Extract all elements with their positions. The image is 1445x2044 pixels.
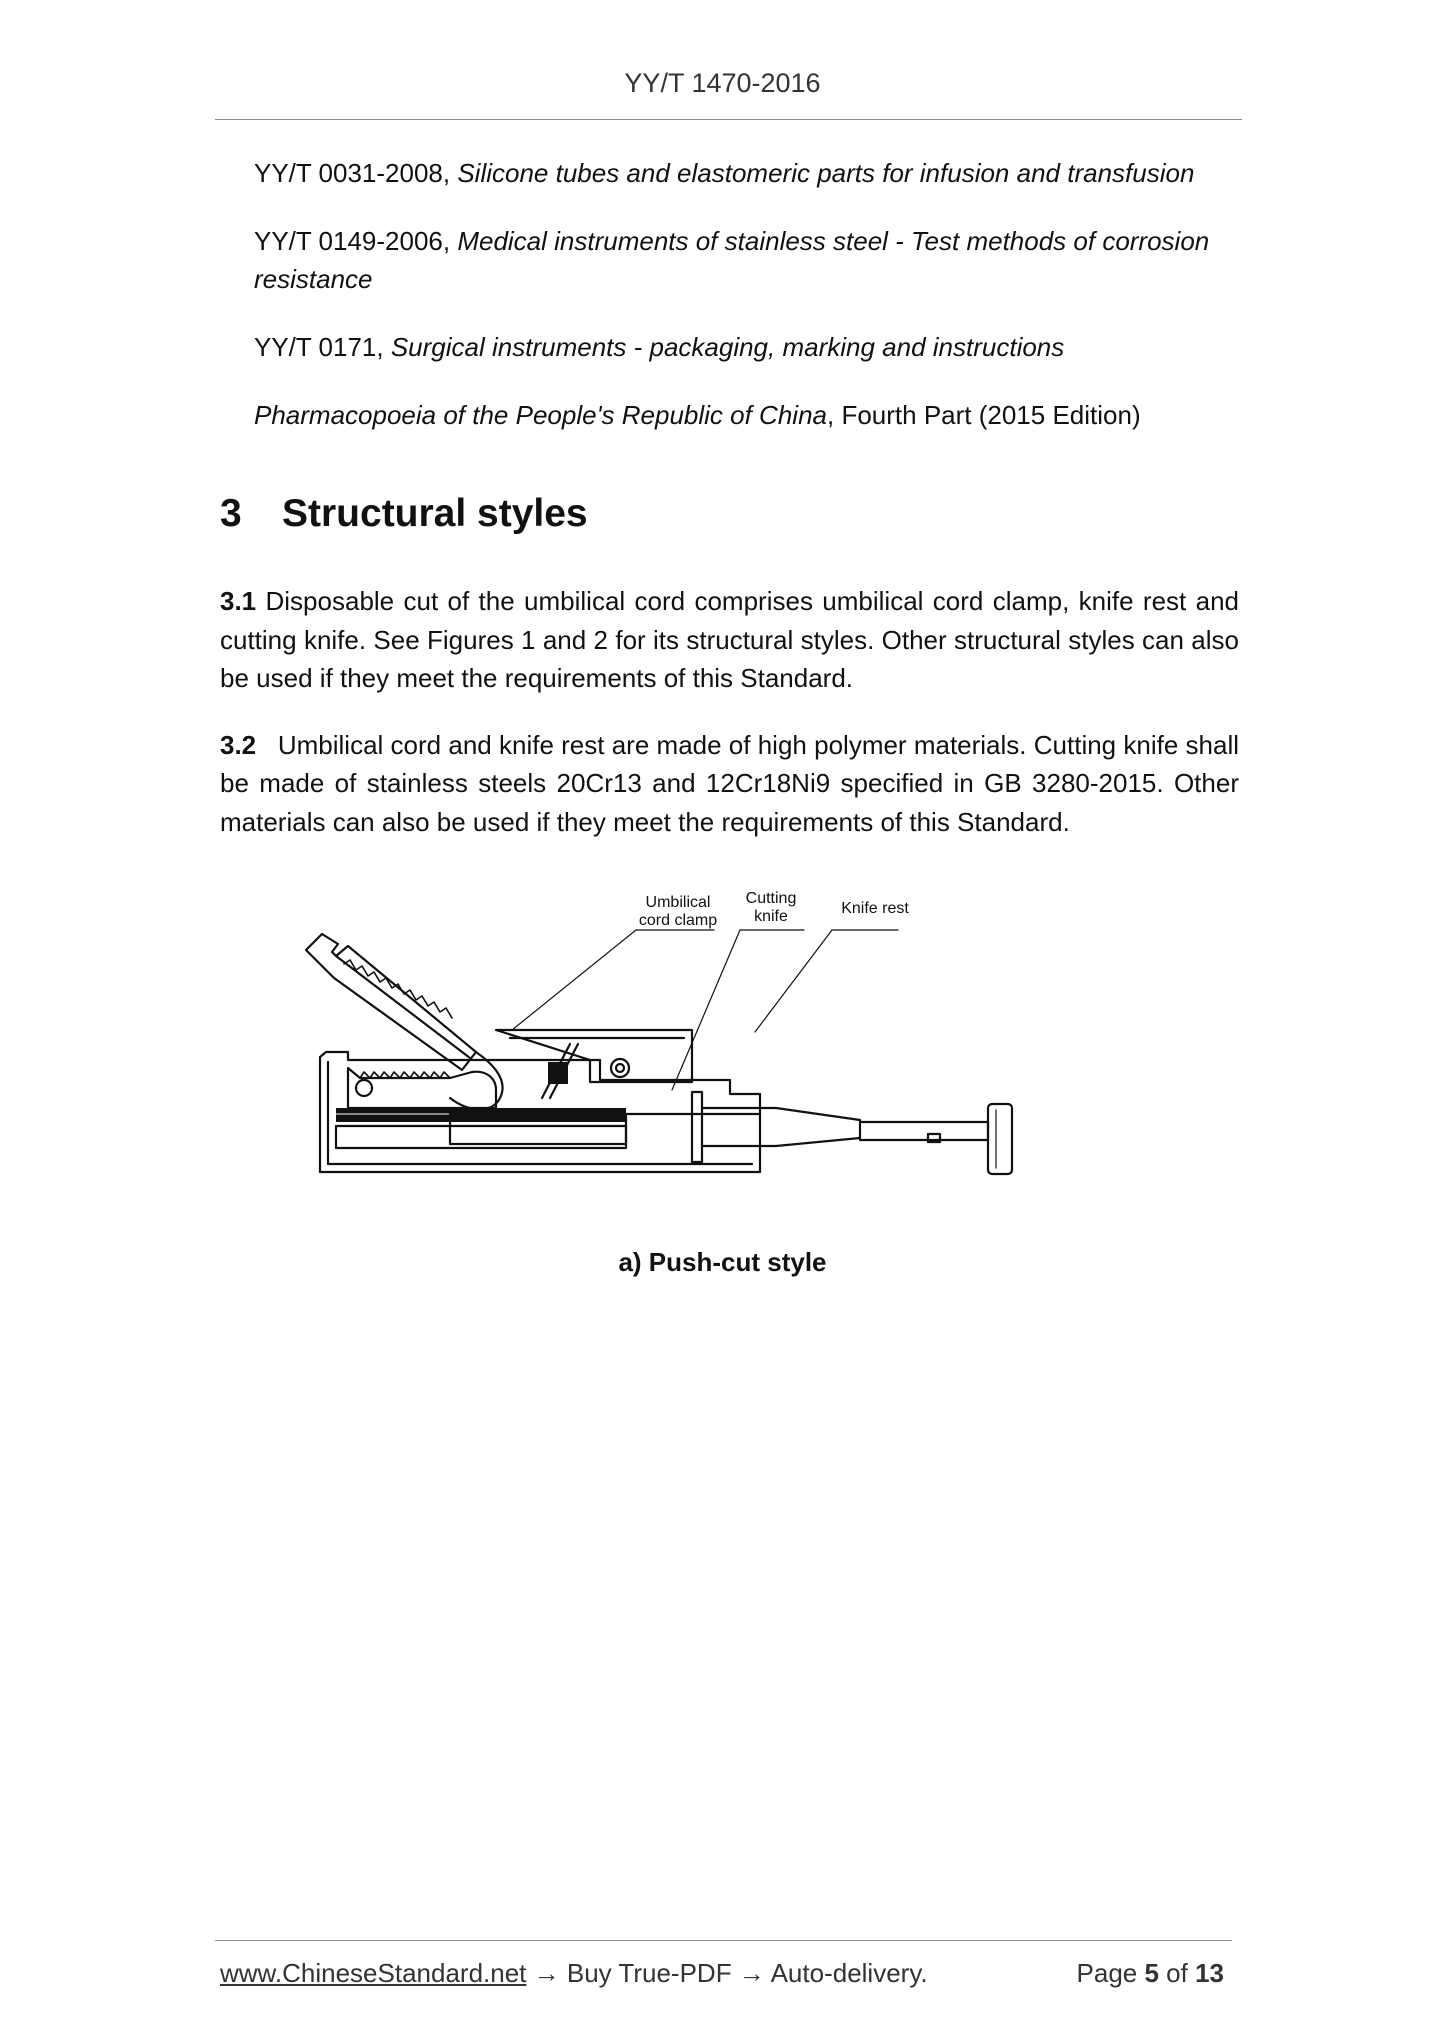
umbilical-cord-cutter-figure bbox=[300, 882, 1160, 1222]
reference-code: YY/T 0171, bbox=[254, 332, 391, 362]
website-link[interactable]: www.ChineseStandard.net bbox=[220, 1958, 527, 1988]
clause-text: Disposable cut of the umbilical cord comprises umbilical cord clamp, knife rest and cutting knife. See Figures 1 and 2 for its structural styles. Other structural styles can also be used if they meet the requirements of this Standard. bbox=[220, 586, 1239, 693]
figure-caption: a) Push-cut style bbox=[618, 1247, 827, 1277]
base-body bbox=[320, 1052, 760, 1172]
reference-title: Pharmacopoeia of the People's Republic of China bbox=[254, 400, 827, 430]
page-counter bbox=[1077, 1958, 1224, 1989]
clause-3-1 bbox=[220, 582, 1239, 698]
section-heading bbox=[220, 492, 588, 536]
page-footer bbox=[220, 1958, 1232, 1989]
label-knife-line1: Cutting bbox=[745, 890, 797, 907]
reference-item bbox=[254, 396, 1239, 434]
arrow-icon: → bbox=[738, 1958, 765, 1988]
page-total: 13 bbox=[1195, 1958, 1224, 1988]
reference-title: Surgical instruments - packaging, marking and instructions bbox=[390, 332, 1065, 362]
clause-number: 3.1 bbox=[220, 586, 257, 616]
reference-item bbox=[254, 154, 1239, 192]
reference-title: Medical instruments of stainless steel - Test methods of corrosion resistance bbox=[254, 226, 1210, 294]
label-clamp-line2: cord clamp bbox=[638, 912, 718, 929]
label-knife-rest: Knife rest bbox=[841, 900, 909, 917]
header-divider bbox=[215, 119, 1242, 120]
device-drawing bbox=[300, 882, 1160, 1222]
push-rod bbox=[692, 1092, 1012, 1174]
clause-number: 3.2 bbox=[220, 729, 257, 760]
reference-item bbox=[254, 328, 1239, 366]
label-clamp-line1: Umbilical bbox=[645, 894, 711, 911]
reference-code: YY/T 0149-2006, bbox=[254, 226, 458, 256]
label-knife-line2: knife bbox=[754, 908, 788, 925]
buy-text: Buy True-PDF bbox=[559, 1958, 739, 1988]
normative-references-list bbox=[254, 154, 1239, 464]
document-code-header: YY/T 1470-2016 bbox=[624, 68, 821, 98]
clamp-upper-jaw bbox=[306, 934, 503, 1109]
clause-3-2 bbox=[220, 726, 1247, 842]
reference-item bbox=[254, 222, 1239, 298]
reference-code: YY/T 0031-2008, bbox=[254, 158, 458, 188]
page-number: 5 bbox=[1144, 1958, 1159, 1988]
clamp-lower-jaw bbox=[348, 1068, 496, 1108]
arrow-icon: → bbox=[533, 1958, 560, 1988]
of-word: of bbox=[1158, 1958, 1196, 1988]
clauses bbox=[220, 582, 1247, 869]
reference-suffix: , Fourth Part (2015 Edition) bbox=[827, 400, 1141, 430]
page-word: Page bbox=[1076, 1958, 1145, 1988]
section-title: Structural styles bbox=[282, 492, 588, 535]
footer-divider bbox=[215, 1940, 1232, 1941]
section-number: 3 bbox=[220, 492, 242, 535]
delivery-text: Auto-delivery. bbox=[764, 1958, 928, 1988]
clause-text: Umbilical cord and knife rest are made of high polymer materials. Cutting knife shall be made of stainless steels 20Cr13 and 12Cr18Ni9 specified in GB 3280-2015. Other materials can also be used if they meet the requirements of this Standard. bbox=[220, 729, 1247, 837]
leader-lines bbox=[512, 930, 898, 1090]
reference-title: Silicone tubes and elastomeric parts for infusion and transfusion bbox=[457, 158, 1195, 188]
knife-rest bbox=[496, 1030, 692, 1098]
